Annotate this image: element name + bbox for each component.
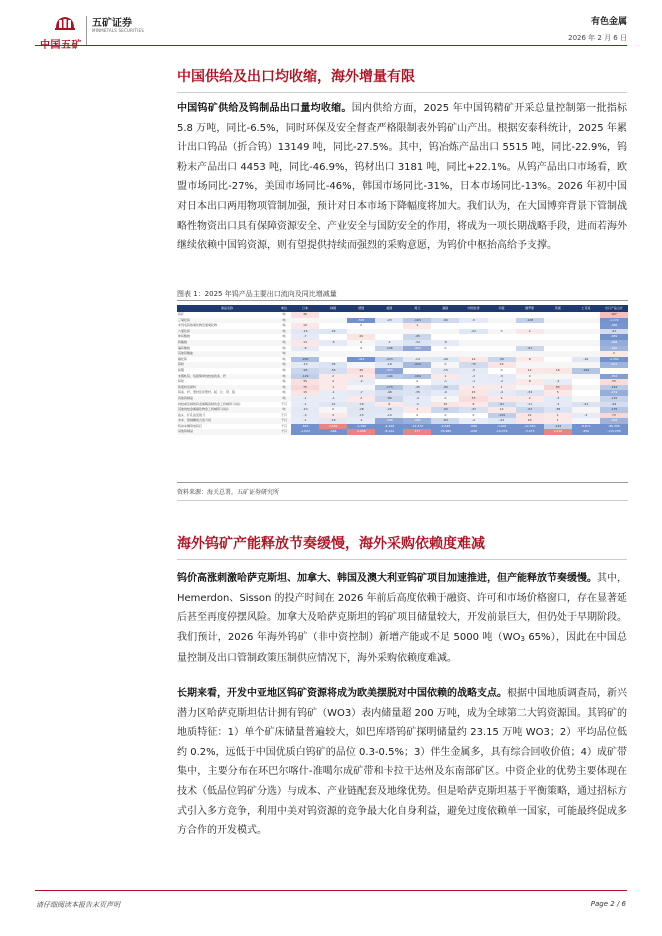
- table-cell: 其他钨酸盐: [177, 351, 277, 357]
- table-cell: -12,010: [516, 424, 544, 430]
- table-cell: -2: [544, 379, 572, 385]
- table-cell: -1: [319, 396, 347, 402]
- table-cell: -16: [291, 329, 319, 335]
- table-cell: 钨粉: [177, 362, 277, 368]
- table-cell: -129: [291, 374, 319, 380]
- table-cell: -816: [291, 424, 319, 430]
- table-cell: 吨: [277, 374, 291, 380]
- table-cell: 0: [431, 362, 459, 368]
- table-cell: -152: [600, 385, 628, 391]
- table-cell: 0: [444, 345, 447, 350]
- table-header-cell: 出口产品合计: [600, 305, 628, 312]
- footer-disclaimer: 请仔细阅读本报告末页声明: [36, 901, 120, 909]
- table-cell: 吨: [277, 396, 291, 402]
- table-cell: 4: [319, 379, 347, 385]
- table-header-cell: 俄罗斯: [516, 305, 544, 312]
- table-cell: 三氧化钨: [177, 318, 277, 324]
- table-cell: -303: [403, 346, 431, 352]
- table-cell: -163: [403, 318, 431, 324]
- table-cell: -200: [291, 357, 319, 363]
- table-cell: 1: [403, 323, 431, 329]
- table-cell: -2,398: [375, 424, 403, 430]
- table-cell: -4: [403, 396, 431, 402]
- table-cell: 千只: [277, 418, 291, 424]
- table-cell: -12,372: [403, 424, 431, 430]
- table-cell: -288: [600, 340, 628, 346]
- table-cell: -8,871: [572, 424, 600, 430]
- table-cell: -5: [431, 340, 459, 346]
- table-cell: 钨锻: [178, 367, 185, 372]
- table-cell: -1,352: [600, 357, 628, 363]
- table-cell: -18: [375, 362, 403, 368]
- table-cell: -45: [403, 385, 431, 391]
- table-cell: 0: [472, 412, 475, 417]
- table-cell: -421: [347, 357, 375, 363]
- table-cell: -224: [403, 362, 431, 368]
- table-cell: -10: [291, 407, 319, 413]
- table-cell: -5: [459, 318, 487, 324]
- table-cell: -175: [600, 407, 628, 413]
- table-cell: 2: [600, 351, 628, 357]
- table-cell: -16: [572, 357, 600, 363]
- table-header-cell: 商品名称: [177, 305, 277, 312]
- section-title-1: 中国供给及出口均收缩，海外增量有限: [177, 69, 415, 85]
- table-cell: 0: [500, 367, 503, 372]
- table-cell: 千只: [280, 412, 287, 417]
- table-cell: -75: [459, 362, 487, 368]
- table-cell: -586: [459, 424, 487, 430]
- figure-title: 图表 1：2025 年钨产品主要出口流向及同比增减量: [177, 290, 337, 298]
- table-cell: -3: [572, 413, 600, 419]
- table-cell: 0: [431, 396, 459, 402]
- table-cell: 吨: [277, 362, 291, 368]
- table-cell: -23: [375, 318, 403, 324]
- table-cell: -489: [600, 334, 628, 340]
- table-cell: 55: [600, 379, 628, 385]
- table-cell: 21: [516, 413, 544, 419]
- table-cell: 15: [431, 402, 459, 408]
- table-header-cell: 印度: [488, 305, 516, 312]
- table-cell: 3: [319, 413, 347, 419]
- table-cell: 2: [319, 374, 347, 380]
- table-header-cell: 韩国: [319, 305, 347, 312]
- table-cell: 钨废料及碎料: [177, 385, 277, 391]
- table-cell: -279: [600, 390, 628, 396]
- table-cell: 6: [375, 402, 403, 408]
- table-cell: -7: [347, 390, 375, 396]
- table-cell: -1: [291, 418, 319, 424]
- table-cell: 2: [516, 396, 544, 402]
- table-cell: 75: [291, 385, 319, 391]
- table-cell: -81: [488, 402, 516, 408]
- table-cell: 机动车辆用电钨钉: [178, 423, 203, 428]
- table-cell: -115,258: [600, 429, 628, 435]
- table-cell: -169: [572, 368, 600, 374]
- table-cell: 15: [291, 390, 319, 396]
- table-cell: 36: [291, 312, 319, 318]
- table-header-cell: 英国: [544, 305, 572, 312]
- table-cell: -38: [544, 407, 572, 413]
- table-cell: -3: [544, 402, 572, 408]
- table-cell: 仲钨酸铵: [178, 334, 191, 339]
- table-cell: 3,038: [347, 429, 375, 435]
- table-cell: -8,124: [375, 429, 403, 435]
- table-cell: -3,475: [516, 429, 544, 435]
- table-header-cell: 土耳其: [572, 305, 600, 312]
- table-cell: -115: [600, 396, 628, 402]
- table-cell: 其他钨制品: [177, 396, 277, 402]
- table-cell: -173: [375, 385, 403, 391]
- brand-name-en: MINMETALS SECURITIES: [92, 28, 144, 33]
- table-cell: 1: [431, 374, 459, 380]
- table-cell: 未车、铣削硬质合金刀具: [177, 418, 277, 424]
- table-cell: -123: [375, 357, 403, 363]
- table-cell: -95: [403, 334, 431, 340]
- table-cell: -34: [403, 340, 431, 346]
- table-cell: -4: [488, 390, 516, 396]
- table-cell: -90: [431, 407, 459, 413]
- table-cell: -33,980: [431, 429, 459, 435]
- table-cell: -13: [291, 362, 319, 368]
- table-cell: 2: [516, 329, 544, 335]
- table-cell: -313: [375, 368, 403, 374]
- table-cell: 12: [516, 368, 544, 374]
- figure-source: 资料来源：海关总署，五矿证券研究所: [177, 489, 280, 496]
- table-cell: 千只: [280, 423, 287, 428]
- table-cell: -144: [375, 374, 403, 380]
- table-cell: 其他烧结金属碳化物金工机械用刀具片: [177, 407, 277, 413]
- table-cell: -1,172: [600, 318, 628, 324]
- table-cell: -14: [403, 357, 431, 363]
- table-cell: 钨丝: [178, 379, 185, 384]
- table-cell: 钨酸铵: [177, 340, 277, 346]
- table-header-cell: 美国: [375, 305, 403, 312]
- table-cell: -1: [347, 418, 375, 424]
- section2-paragraph-2: 长期来看，开发中亚地区钨矿资源将成为欧美摆脱对中国依赖的战略支点。根据中国地质调查局，新兴潜力区哈萨克斯坦估计拥有钨矿（WO3）表内储量超 200 万吨，成为全球第二大钨资源国。其钨矿的地质特征：1）单个矿床储量普遍较大，如巴库塔钨矿探明储量约 23.15 万吨 WO3；2）平均品位低约 0.2%，远低于中国优质白钨矿的品位 0.3-0.5%；3）伴生金属多，具有综合回收价值；4）成矿带集中，主要分布在环巴尔喀什-准噶尔成矿带和卡拉干达州及东南部矿区。中资企业的优势主要体现在技术（低品位钨矿分选）与成本、产业链配套及地缘优势。但是哈萨克斯坦基于平衡策略，通过招标方式引入多方竞争，利用中美对钨资源的竞争最大化自身利益，避免过度依赖单一国家，可能最终促成多方合作的开发模式。: [177, 688, 627, 837]
- brand-name: 五矿证券: [92, 18, 132, 29]
- table-cell: 0: [319, 407, 347, 413]
- table-header-cell: 单位: [277, 305, 291, 312]
- table-cell: -21: [319, 402, 347, 408]
- table-cell: -308: [375, 418, 403, 424]
- table-cell: 偏钨酸铵: [178, 345, 191, 350]
- table-row: [177, 429, 628, 435]
- table-cell: -507: [347, 318, 375, 324]
- table-cell: 14: [347, 374, 375, 380]
- table-cell: 14: [459, 357, 487, 363]
- table-cell: 未锻轧钨，包括简单烧结成的条、杆: [177, 374, 277, 380]
- table-cell: -16: [347, 402, 375, 408]
- table-header-cell: 日本: [291, 305, 319, 312]
- table-cell: -648: [459, 429, 487, 435]
- table-cell: 吨: [277, 351, 291, 357]
- table-header-row: [177, 305, 628, 312]
- table-cell: 23: [516, 418, 544, 424]
- table-cell: 40: [347, 368, 375, 374]
- section2-paragraph-1: 钨价高涨刺激哈萨克斯坦、加拿大、韩国及澳大利亚钨矿项目加速推进，但产能释放节奏缓慢。其中，Hemerdon、Sisson 的投产时间在 2026 年前后高度依赖于融资、许可和市场价格窗口，存在显著延后甚至再度停摆风险。加拿大及哈萨克斯坦的钨矿项目储量较大，开发前景巨大，但仍处于早期阶段。我们预计，2026 年海外钨矿（非中资控制）新增产能或不足 5000 吨（WO3 65%），因此在中国总量控制及出口管制政策压制供应情况下，海外采购依赖度难减。: [177, 573, 627, 665]
- table-cell: 8: [459, 402, 487, 408]
- table-cell: -124: [544, 424, 572, 430]
- table-cell: -83: [431, 418, 459, 424]
- table-cell: -2: [459, 374, 487, 380]
- table-cell: -41: [572, 402, 600, 408]
- table-cell: -2: [347, 379, 375, 385]
- table-cell: -1,390: [347, 424, 375, 430]
- table-cell: 477: [403, 429, 431, 435]
- table-cell: 35: [291, 379, 319, 385]
- table-cell: 碳化钨: [178, 356, 188, 361]
- table-cell: 吨: [277, 329, 291, 335]
- table-cell: 4: [488, 396, 516, 402]
- table-cell: -251: [600, 362, 628, 368]
- table-cell: 烧结或压制的钨金属陶瓷制的金工机械用刀具片: [178, 401, 242, 406]
- table-cell: 15: [459, 390, 487, 396]
- table-cell: -246: [600, 346, 628, 352]
- table-cell: 0: [516, 374, 544, 380]
- table-cell: 0: [444, 412, 447, 417]
- table-cell: 吨: [282, 390, 286, 395]
- table-cell: -24: [319, 329, 347, 335]
- table-cell: 钨条、杆、型材及异型材、板、片、带、箔: [178, 390, 236, 395]
- table-cell: -128: [516, 318, 544, 324]
- table-cell: -80: [431, 385, 459, 391]
- table-cell: -261: [403, 418, 431, 424]
- table-cell: 吨: [282, 345, 286, 350]
- table-cell: -16: [319, 418, 347, 424]
- table-cell: -5: [319, 340, 347, 346]
- table-cell: 12: [488, 407, 516, 413]
- table-cell: 吨: [282, 312, 286, 316]
- table-cell: 1: [459, 385, 487, 391]
- table-cell: 8: [516, 357, 544, 363]
- header-divider: [35, 45, 627, 46]
- table-cell: -106: [375, 346, 403, 352]
- table-cell: 167: [600, 312, 628, 318]
- table-cell: 0: [360, 345, 363, 350]
- table-cell: 钻头、扩孔钻及铣刀: [178, 412, 206, 417]
- page-number: Page 2 / 6: [590, 900, 626, 908]
- table-cell: -97: [516, 407, 544, 413]
- table-cell: 2: [347, 396, 375, 402]
- table-cell: 20: [347, 334, 375, 340]
- table-cell: -1: [291, 402, 319, 408]
- footer-divider: [35, 890, 627, 891]
- table-cell: 0: [347, 340, 375, 346]
- table-cell: -10: [375, 413, 403, 419]
- table-cell: 0: [488, 329, 516, 335]
- table-cell: -86,308: [600, 424, 628, 430]
- table-cell: 1: [544, 418, 572, 424]
- table-cell: -23: [488, 418, 516, 424]
- table-header-cell: 中国台湾: [459, 305, 487, 312]
- table-cell: -258: [600, 418, 628, 424]
- table-cell: -5: [488, 374, 516, 380]
- table-cell: 吨: [277, 385, 291, 391]
- table-cell: -2: [459, 418, 487, 424]
- table-cell: -95: [291, 368, 319, 374]
- table-cell: -3,000: [488, 424, 516, 430]
- table-cell: -26: [375, 407, 403, 413]
- table-cell: -55: [319, 368, 347, 374]
- table-cell: 吨: [277, 407, 291, 413]
- report-date: 2026 年 2 月 6 日: [568, 34, 627, 42]
- section-title-2: 海外钨矿产能释放节奏缓慢，海外采购依赖度难减: [177, 536, 485, 552]
- table-cell: -11: [516, 402, 544, 408]
- table-cell: -2,648: [431, 424, 459, 430]
- table-cell: 53: [459, 396, 487, 402]
- sector-label: 有色金属: [590, 17, 627, 27]
- table-cell: -6: [431, 390, 459, 396]
- table-cell: 吨: [282, 323, 286, 328]
- table-cell: 10: [291, 323, 319, 329]
- table-cell: -26: [431, 357, 459, 363]
- table-cell: -35: [403, 390, 431, 396]
- table-cell: 73: [600, 413, 628, 419]
- table-cell: -47: [459, 407, 487, 413]
- table-cell: -34: [516, 390, 544, 396]
- table-cell: -3: [544, 396, 572, 402]
- table-cell: 未列名钨的氧化物及氢氧化物: [178, 323, 218, 328]
- table-cell: 吨: [282, 379, 286, 384]
- table-cell: 0: [416, 379, 419, 384]
- table-cell: 千只: [280, 401, 287, 406]
- table-cell: 14: [291, 340, 319, 346]
- header-info: [568, 14, 627, 43]
- table-cell: -28: [347, 407, 375, 413]
- table-cell: -5: [459, 368, 487, 374]
- table-cell: -3: [291, 413, 319, 419]
- table-cell: -464: [319, 429, 347, 435]
- section1-paragraph: 中国钨矿供给及钨制品出口量均收缩。国内供给方面，2025 年中国钨精矿开采总量控制第一批指标 5.8 万吨，同比-6.5%，同时环保及安全督查严格限制表外钨矿山产出。根据安泰科统计，2025 年累计出口钨品（折合钨）13149 吨，同比-27.5%。其中，钨冶炼产品出口 5515 吨，同比-22.9%，钨粉末产品出口 4453 吨，同比-46.9%，钨材出口 3181 吨，同比+22.1%。从钨产品出口市场看，欧盟市场同比-27%，美国市场同比-46%，韩国市场同比-31%，日本市场同比-13%。2026 年初中国对日本出口两用物项管制加强，预计对日本市场下降幅度将加大。我们认为，在大国博弈背景下管制战略性物资出口具有保障资源安全、产业安全与国防安全的作用，将成为一项长期战略手段，进而若海外继续依赖中国钨资源，则有望提供持续而强烈的采购意愿，为钨价中枢抬高给予支撑。: [177, 103, 627, 252]
- export-table: [177, 305, 628, 481]
- logo-mark-icon: [54, 14, 76, 30]
- table-cell: 吨: [277, 340, 291, 346]
- table-cell: -3: [403, 402, 431, 408]
- table-header-cell: 荷兰: [403, 305, 431, 312]
- table-cell: -352: [600, 374, 628, 380]
- table-cell: -1,022: [291, 429, 319, 435]
- table-cell: 六氯化钨: [177, 329, 277, 335]
- table-cell: 2,392: [319, 424, 347, 430]
- table-cell: 0: [360, 323, 363, 328]
- table-header-cell: 德国: [347, 305, 375, 312]
- table-cell: -2: [488, 379, 516, 385]
- table-cell: -15: [431, 368, 459, 374]
- table-cell: -89: [375, 396, 403, 402]
- table-cell: 25: [488, 362, 516, 368]
- table-cell: 千只: [277, 429, 291, 435]
- table-cell: -64: [600, 402, 628, 408]
- table-cell: 0: [416, 412, 419, 417]
- table-cell: 1: [403, 407, 431, 413]
- table-cell: -10,079: [488, 429, 516, 435]
- table-cell: 其他钨制品: [177, 429, 277, 435]
- table-cell: -8: [291, 346, 319, 352]
- table-cell: -1: [291, 396, 319, 402]
- table-cell: 1,030: [544, 429, 572, 435]
- logo-text: [40, 36, 82, 51]
- table-cell: 8: [516, 379, 544, 385]
- table-cell: -850: [572, 429, 600, 435]
- table-cell: -35: [319, 362, 347, 368]
- table-cell: 5: [544, 390, 572, 396]
- logo: [40, 10, 170, 54]
- table-cell: -22: [459, 329, 487, 335]
- table-cell: 1: [488, 385, 516, 391]
- table-cell: -129: [488, 413, 516, 419]
- table-cell: 吨: [282, 356, 286, 361]
- table-cell: -1: [319, 390, 347, 396]
- table-cell: -91: [516, 346, 544, 352]
- table-header-cell: 越南: [431, 305, 459, 312]
- table-cell: 1: [544, 413, 572, 419]
- table-cell: -386: [600, 323, 628, 329]
- table-cell: -1: [431, 379, 459, 385]
- table-cell: 16: [544, 368, 572, 374]
- table-cell: -67: [600, 329, 628, 335]
- table-cell: 吨: [277, 318, 291, 324]
- table-cell: 吨: [282, 334, 286, 339]
- table-cell: -15: [347, 413, 375, 419]
- table-cell: -184: [403, 374, 431, 380]
- table-cell: -7: [291, 334, 319, 340]
- table-cell: -1: [459, 379, 487, 385]
- table-cell: 83: [544, 385, 572, 391]
- table-cell: -95: [488, 357, 516, 363]
- table-cell: -48: [375, 390, 403, 396]
- table-cell: 1: [319, 385, 347, 391]
- table-cell: -80: [431, 318, 459, 324]
- table-cell: 钨矿: [178, 312, 185, 316]
- table-cell: -1: [375, 340, 403, 346]
- table-cell: 吨: [282, 367, 286, 372]
